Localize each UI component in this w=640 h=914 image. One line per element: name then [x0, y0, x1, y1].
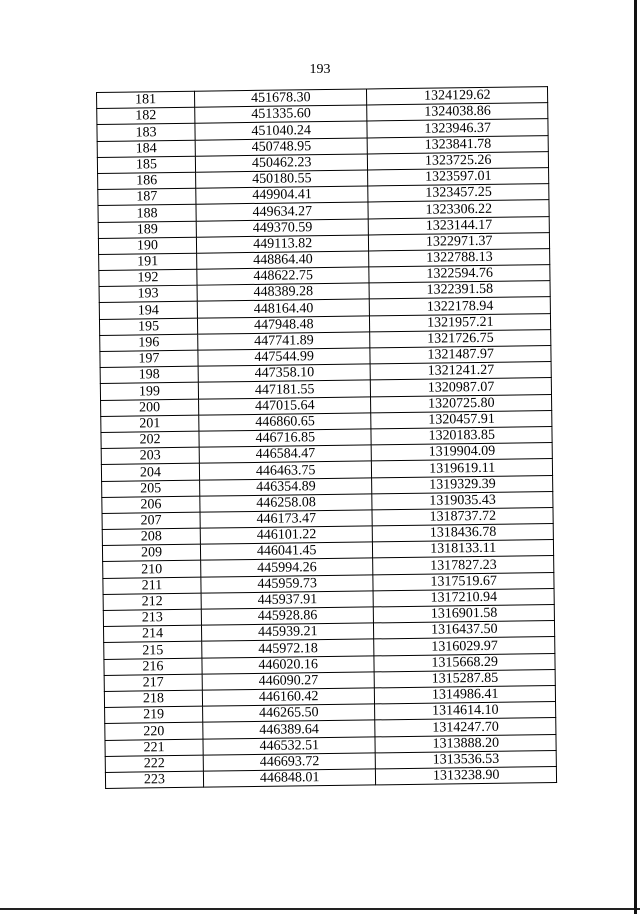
point-number-cell: 186 [98, 172, 196, 189]
y-coordinate-cell: 1320987.07 [371, 378, 552, 397]
y-coordinate-cell: 1323306.22 [368, 200, 549, 219]
y-coordinate-cell: 1316901.58 [374, 605, 555, 624]
point-number-cell: 204 [101, 463, 199, 480]
x-coordinate-cell: 450462.23 [195, 154, 368, 172]
point-number-cell: 197 [100, 350, 198, 367]
y-coordinate-cell: 1323725.26 [368, 151, 549, 170]
y-coordinate-cell: 1320183.85 [371, 426, 552, 445]
y-coordinate-cell: 1318133.11 [373, 540, 554, 559]
point-number-cell: 182 [97, 107, 195, 124]
x-coordinate-cell: 446258.08 [200, 494, 373, 512]
point-number-cell: 219 [105, 706, 203, 723]
y-coordinate-cell: 1319329.39 [372, 475, 553, 494]
point-number-cell: 217 [104, 674, 202, 691]
y-coordinate-cell: 1316029.97 [374, 637, 555, 656]
point-number-cell: 212 [103, 593, 201, 610]
point-number-cell: 221 [105, 739, 203, 756]
x-coordinate-cell: 446584.47 [199, 445, 372, 463]
x-coordinate-cell: 446463.75 [199, 461, 372, 479]
point-number-cell: 181 [97, 91, 195, 108]
x-coordinate-cell: 446354.89 [200, 477, 373, 495]
y-coordinate-cell: 1320457.91 [371, 410, 552, 429]
point-number-cell: 213 [103, 609, 201, 626]
x-coordinate-cell: 446532.51 [203, 736, 376, 754]
point-number-cell: 193 [99, 285, 197, 302]
y-coordinate-cell: 1317519.67 [373, 572, 554, 591]
x-coordinate-cell: 448164.40 [197, 299, 370, 317]
point-number-cell: 188 [98, 205, 196, 222]
x-coordinate-cell: 447015.64 [199, 396, 372, 414]
y-coordinate-cell: 1324038.86 [367, 103, 548, 122]
x-coordinate-cell: 446716.85 [199, 429, 372, 447]
y-coordinate-cell: 1313238.90 [376, 766, 557, 785]
point-number-cell: 192 [99, 269, 197, 286]
y-coordinate-cell: 1321241.27 [371, 362, 552, 381]
point-number-cell: 223 [105, 771, 203, 788]
x-coordinate-cell: 445994.26 [201, 558, 374, 576]
y-coordinate-cell: 1322391.58 [370, 281, 551, 300]
y-coordinate-cell: 1313536.53 [376, 750, 557, 769]
point-number-cell: 196 [100, 334, 198, 351]
y-coordinate-cell: 1318436.78 [373, 524, 554, 543]
x-coordinate-cell: 449370.59 [196, 218, 369, 236]
x-coordinate-cell: 445939.21 [201, 623, 374, 641]
y-coordinate-cell: 1314986.41 [375, 685, 556, 704]
y-coordinate-cell: 1318737.72 [372, 507, 553, 526]
x-coordinate-cell: 446090.27 [202, 672, 375, 690]
y-coordinate-cell: 1321726.75 [370, 329, 551, 348]
y-coordinate-cell: 1322788.13 [369, 248, 550, 267]
point-number-cell: 206 [102, 496, 200, 513]
point-number-cell: 222 [105, 755, 203, 772]
x-coordinate-cell: 451040.24 [195, 121, 368, 139]
point-number-cell: 211 [103, 577, 201, 594]
x-coordinate-cell: 451335.60 [195, 105, 368, 123]
point-number-cell: 198 [100, 366, 198, 383]
x-coordinate-cell: 446020.16 [202, 655, 375, 673]
x-coordinate-cell: 445959.73 [201, 575, 374, 593]
coordinate-table-body [97, 87, 557, 789]
y-coordinate-cell: 1323457.25 [368, 184, 549, 203]
x-coordinate-cell: 445928.86 [201, 607, 374, 625]
y-coordinate-cell: 1313888.20 [375, 734, 556, 753]
x-coordinate-cell: 446389.64 [203, 720, 376, 738]
y-coordinate-cell: 1321957.21 [370, 313, 551, 332]
point-number-cell: 185 [97, 156, 195, 173]
y-coordinate-cell: 1322971.37 [369, 232, 550, 251]
x-coordinate-cell: 450748.95 [195, 138, 368, 156]
y-coordinate-cell: 1323841.78 [368, 135, 549, 154]
y-coordinate-cell: 1323144.17 [369, 216, 550, 235]
y-coordinate-cell: 1315287.85 [375, 669, 556, 688]
page-number: 193 [309, 62, 331, 77]
point-number-cell: 191 [99, 253, 197, 270]
y-coordinate-cell: 1323946.37 [367, 119, 548, 138]
y-coordinate-cell: 1317210.94 [374, 588, 555, 607]
x-coordinate-cell: 446101.22 [200, 526, 373, 544]
y-coordinate-cell: 1320725.80 [371, 394, 552, 413]
scan-edge-bottom [0, 908, 640, 910]
point-number-cell: 202 [101, 431, 199, 448]
y-coordinate-cell: 1324129.62 [367, 87, 548, 106]
point-number-cell: 209 [102, 544, 200, 561]
y-coordinate-cell: 1317827.23 [373, 556, 554, 575]
x-coordinate-cell: 450180.55 [196, 170, 369, 188]
point-number-cell: 214 [103, 625, 201, 642]
coordinate-table [96, 86, 557, 789]
x-coordinate-cell: 446265.50 [203, 704, 376, 722]
x-coordinate-cell: 448389.28 [197, 283, 370, 301]
x-coordinate-cell: 449113.82 [196, 235, 369, 253]
x-coordinate-cell: 448864.40 [197, 251, 370, 269]
x-coordinate-cell: 447741.89 [198, 332, 371, 350]
y-coordinate-cell: 1316437.50 [374, 621, 555, 640]
x-coordinate-cell: 447948.48 [197, 316, 370, 334]
point-number-cell: 210 [103, 561, 201, 578]
point-number-cell: 201 [101, 415, 199, 432]
point-number-cell: 190 [98, 237, 196, 254]
x-coordinate-cell: 447544.99 [198, 348, 371, 366]
x-coordinate-cell: 447181.55 [198, 380, 371, 398]
point-number-cell: 218 [104, 690, 202, 707]
y-coordinate-cell: 1319035.43 [372, 491, 553, 510]
x-coordinate-cell: 445937.91 [201, 591, 374, 609]
point-number-cell: 220 [105, 722, 203, 739]
point-number-cell: 199 [100, 383, 198, 400]
x-coordinate-cell: 447358.10 [198, 364, 371, 382]
point-number-cell: 205 [102, 480, 200, 497]
x-coordinate-cell: 449904.41 [196, 186, 369, 204]
point-number-cell: 203 [101, 447, 199, 464]
y-coordinate-cell: 1319904.09 [372, 443, 553, 462]
point-number-cell: 187 [98, 188, 196, 205]
point-number-cell: 200 [101, 399, 199, 416]
point-number-cell: 215 [104, 642, 202, 659]
point-number-cell: 189 [98, 221, 196, 238]
x-coordinate-cell: 451678.30 [194, 89, 367, 107]
point-number-cell: 194 [99, 302, 197, 319]
x-coordinate-cell: 446693.72 [203, 753, 376, 771]
point-number-cell: 208 [102, 528, 200, 545]
point-number-cell: 183 [97, 124, 195, 141]
y-coordinate-cell: 1315668.29 [374, 653, 555, 672]
y-coordinate-cell: 1314614.10 [375, 702, 556, 721]
y-coordinate-cell: 1314247.70 [375, 718, 556, 737]
point-number-cell: 216 [104, 658, 202, 675]
y-coordinate-cell: 1323597.01 [368, 168, 549, 187]
x-coordinate-cell: 446173.47 [200, 510, 373, 528]
x-coordinate-cell: 449634.27 [196, 202, 369, 220]
y-coordinate-cell: 1319619.11 [372, 459, 553, 478]
x-coordinate-cell: 446160.42 [202, 688, 375, 706]
x-coordinate-cell: 446041.45 [200, 542, 373, 560]
scan-edge-right [634, 0, 637, 914]
x-coordinate-cell: 446860.65 [199, 413, 372, 431]
point-number-cell: 195 [99, 318, 197, 335]
x-coordinate-cell: 448622.75 [197, 267, 370, 285]
y-coordinate-cell: 1322594.76 [369, 265, 550, 284]
point-number-cell: 207 [102, 512, 200, 529]
y-coordinate-cell: 1322178.94 [370, 297, 551, 316]
point-number-cell: 184 [97, 140, 195, 157]
y-coordinate-cell: 1321487.97 [370, 346, 551, 365]
x-coordinate-cell: 445972.18 [202, 639, 375, 657]
x-coordinate-cell: 446848.01 [203, 769, 376, 787]
